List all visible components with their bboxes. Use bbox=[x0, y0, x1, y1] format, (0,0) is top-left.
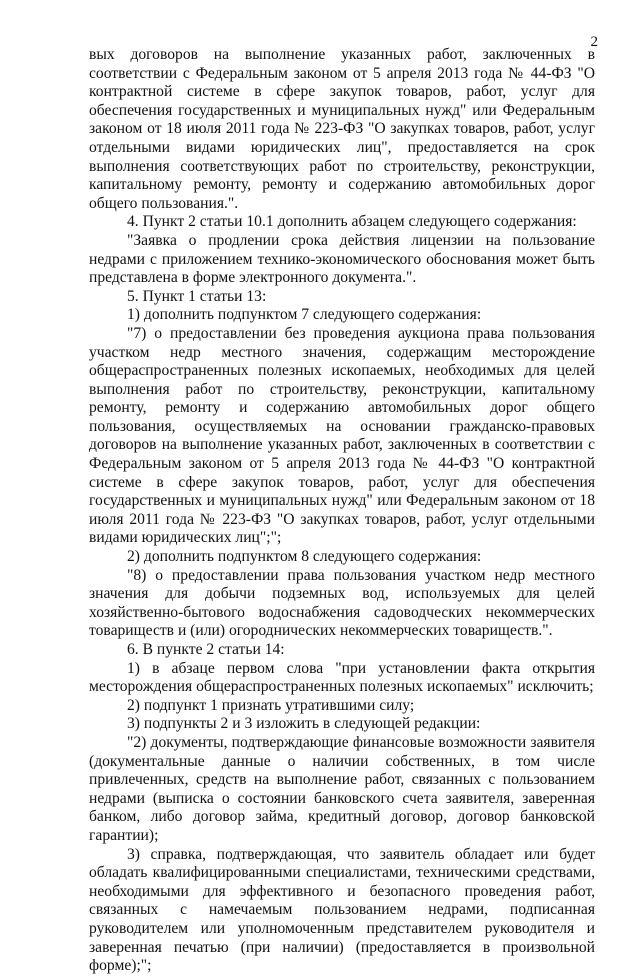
paragraph: 5. Пункт 1 статьи 13: bbox=[127, 287, 267, 305]
paragraph: 2) подпункт 1 признать утратившими силу; bbox=[127, 696, 415, 714]
paragraph: "Заявка о продлении срока действия лицензии на пользование недрами с приложением технико-экономического обоснования может быть представлена в форме электронного документа.". bbox=[89, 231, 595, 287]
paragraph: "7) о предоставлении без проведения аукциона права пользования участком недр местного значения, содержащим месторождение общераспространенных полезных ископаемых, необходимых для целей выполнения работ по строительству, реконструкции, капитальному ремонту, ремонту и содержанию автомобильных дорог общего пользования, осуществляемых на основании гражданско-правовых договоров на выполнение указанных работ, заключенных в соответствии с Федеральным законом от 5 апреля 2013 года № 44-ФЗ "О контрактной системе в сфере закупок товаров, работ, услуг для обеспечения государственных и муниципальных нужд" или Федеральным законом от 18 июля 2011 года № 223-ФЗ "О закупках товаров, работ, услуг отдельными видами юридических лиц";"; bbox=[89, 324, 595, 547]
paragraph: 1) в абзаце первом слова "при установлении факта открытия месторождения общераспространенных полезных ископаемых" исключить; bbox=[89, 659, 595, 696]
paragraph: 4. Пункт 2 статьи 10.1 дополнить абзацем следующего содержания: bbox=[127, 213, 577, 231]
page-number: 2 bbox=[590, 34, 598, 50]
paragraph: 6. В пункте 2 статьи 14: bbox=[127, 641, 285, 658]
paragraph: 2) дополнить подпунктом 8 следующего содержания: bbox=[127, 548, 482, 566]
document-body bbox=[89, 46, 595, 976]
paragraph: "2) документы, подтверждающие финансовые возможности заявителя (документальные данные о наличии собственных, в том числе привлеченных, средств на выполнение работ, связанных с пользованием недрами (выписка о состоянии банковского счета заявителя, заверенная банком, либо договор займа, кредитный договор, договор банковской гарантии); bbox=[89, 733, 595, 844]
paragraph: 3) справка, подтверждающая, что заявитель обладает или будет обладать квалифицированными специалистами, техническими средствами, необходимыми для эффективного и безопасного проведения работ, связанных с намечаемым пользованием недрами, подписанная руководителем или уполномоченным представителем руководителя и заверенная печатью (при наличии) (предоставляется в произвольной форме);"; bbox=[89, 845, 595, 975]
paragraph: "8) о предоставлении права пользования участком недр местного значения для добычи подземных вод, используемых для целей хозяйственно-бытового водоснабжения садоводческих некоммерческих товариществ и (или) огороднических некоммерческих товариществ.". bbox=[89, 566, 595, 640]
paragraph: 3) подпункты 2 и 3 изложить в следующей редакции: bbox=[127, 715, 481, 733]
paragraph: 1) дополнить подпунктом 7 следующего содержания: bbox=[127, 306, 482, 324]
paragraph: вых договоров на выполнение указанных работ, заключенных в соответствии с Федеральным законом от 5 апреля 2013 года № 44-ФЗ "О контрактной системе в сфере закупок товаров, работ, услуг для обеспечения государственных и муниципальных нужд" или Федеральным законом от 18 июля 2011 года № 223-ФЗ "О закупках товаров, работ, услуг отдельными видами юридических лиц", предоставляется на срок выполнения соответствующих работ по строительству, реконструкции, капитальному ремонту, ремонту и содержанию автомобильных дорог общего пользования.". bbox=[89, 46, 595, 212]
